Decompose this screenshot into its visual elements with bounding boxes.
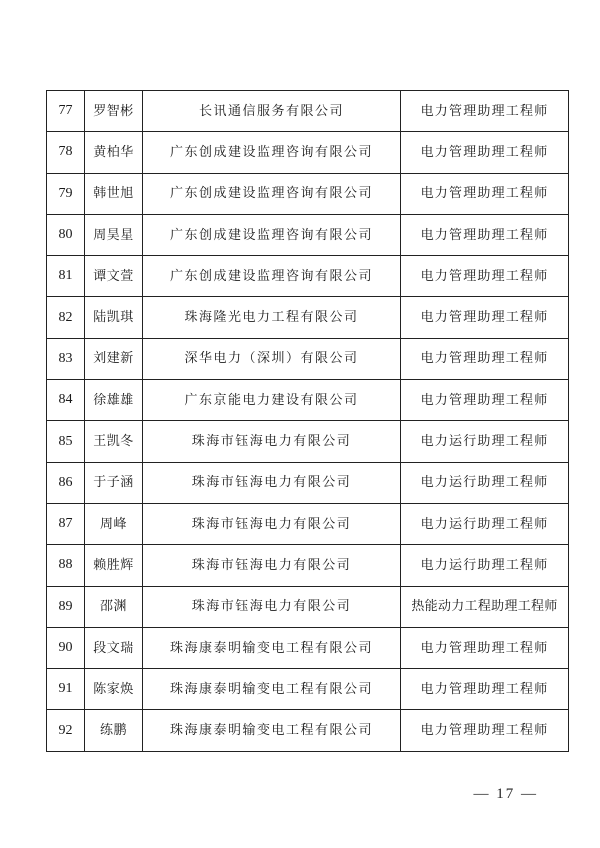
page-number: — 17 —: [473, 786, 538, 802]
row-number: 88: [47, 545, 85, 586]
qualification-title: 电力管理助理工程师: [401, 132, 569, 173]
qualification-title: 电力运行助理工程师: [401, 421, 569, 462]
row-number: 78: [47, 132, 85, 173]
row-number: 77: [47, 91, 85, 132]
roster-table-container: [46, 90, 568, 752]
company-name: 珠海隆光电力工程有限公司: [143, 297, 401, 338]
row-number: 82: [47, 297, 85, 338]
qualification-title: 电力管理助理工程师: [401, 214, 569, 255]
table-row: [47, 586, 569, 627]
row-number: 91: [47, 669, 85, 710]
company-name: 珠海市钰海电力有限公司: [143, 545, 401, 586]
company-name: 广东京能电力建设有限公司: [143, 380, 401, 421]
qualification-title: 电力运行助理工程师: [401, 503, 569, 544]
roster-table-body: [47, 91, 569, 752]
qualification-title: 电力管理助理工程师: [401, 173, 569, 214]
row-number: 84: [47, 380, 85, 421]
row-number: 81: [47, 256, 85, 297]
qualification-title: 电力管理助理工程师: [401, 627, 569, 668]
company-name: 珠海市钰海电力有限公司: [143, 462, 401, 503]
person-name: 黄柏华: [85, 132, 143, 173]
row-number: 83: [47, 338, 85, 379]
table-row: [47, 297, 569, 338]
row-number: 86: [47, 462, 85, 503]
person-name: 刘建新: [85, 338, 143, 379]
person-name: 练鹏: [85, 710, 143, 751]
qualification-title: 电力管理助理工程师: [401, 338, 569, 379]
table-row: [47, 256, 569, 297]
qualification-title: 电力管理助理工程师: [401, 297, 569, 338]
person-name: 罗智彬: [85, 91, 143, 132]
row-number: 90: [47, 627, 85, 668]
person-name: 陆凯琪: [85, 297, 143, 338]
qualification-title: 热能动力工程助理工程师: [401, 586, 569, 627]
row-number: 92: [47, 710, 85, 751]
table-row: [47, 338, 569, 379]
table-row: [47, 710, 569, 751]
person-name: 王凯冬: [85, 421, 143, 462]
qualification-title: 电力管理助理工程师: [401, 256, 569, 297]
person-name: 陈家焕: [85, 669, 143, 710]
row-number: 89: [47, 586, 85, 627]
company-name: 珠海康泰明输变电工程有限公司: [143, 669, 401, 710]
person-name: 谭文萱: [85, 256, 143, 297]
table-row: [47, 421, 569, 462]
company-name: 珠海市钰海电力有限公司: [143, 503, 401, 544]
company-name: 广东创成建设监理咨询有限公司: [143, 132, 401, 173]
person-name: 韩世旭: [85, 173, 143, 214]
row-number: 85: [47, 421, 85, 462]
company-name: 珠海康泰明输变电工程有限公司: [143, 627, 401, 668]
table-row: [47, 627, 569, 668]
table-row: [47, 462, 569, 503]
person-name: 周峰: [85, 503, 143, 544]
table-row: [47, 503, 569, 544]
roster-table: [46, 90, 569, 752]
company-name: 广东创成建设监理咨询有限公司: [143, 173, 401, 214]
row-number: 87: [47, 503, 85, 544]
qualification-title: 电力管理助理工程师: [401, 710, 569, 751]
qualification-title: 电力运行助理工程师: [401, 545, 569, 586]
person-name: 周昊星: [85, 214, 143, 255]
person-name: 段文瑞: [85, 627, 143, 668]
company-name: 深华电力（深圳）有限公司: [143, 338, 401, 379]
person-name: 邵渊: [85, 586, 143, 627]
table-row: [47, 132, 569, 173]
company-name: 长讯通信服务有限公司: [143, 91, 401, 132]
qualification-title: 电力运行助理工程师: [401, 462, 569, 503]
table-row: [47, 380, 569, 421]
company-name: 广东创成建设监理咨询有限公司: [143, 214, 401, 255]
row-number: 79: [47, 173, 85, 214]
person-name: 徐雄雄: [85, 380, 143, 421]
company-name: 珠海市钰海电力有限公司: [143, 586, 401, 627]
company-name: 广东创成建设监理咨询有限公司: [143, 256, 401, 297]
row-number: 80: [47, 214, 85, 255]
qualification-title: 电力管理助理工程师: [401, 91, 569, 132]
company-name: 珠海市钰海电力有限公司: [143, 421, 401, 462]
person-name: 于子涵: [85, 462, 143, 503]
qualification-title: 电力管理助理工程师: [401, 380, 569, 421]
company-name: 珠海康泰明输变电工程有限公司: [143, 710, 401, 751]
table-row: [47, 91, 569, 132]
table-row: [47, 669, 569, 710]
table-row: [47, 214, 569, 255]
qualification-title: 电力管理助理工程师: [401, 669, 569, 710]
person-name: 赖胜辉: [85, 545, 143, 586]
table-row: [47, 173, 569, 214]
table-row: [47, 545, 569, 586]
